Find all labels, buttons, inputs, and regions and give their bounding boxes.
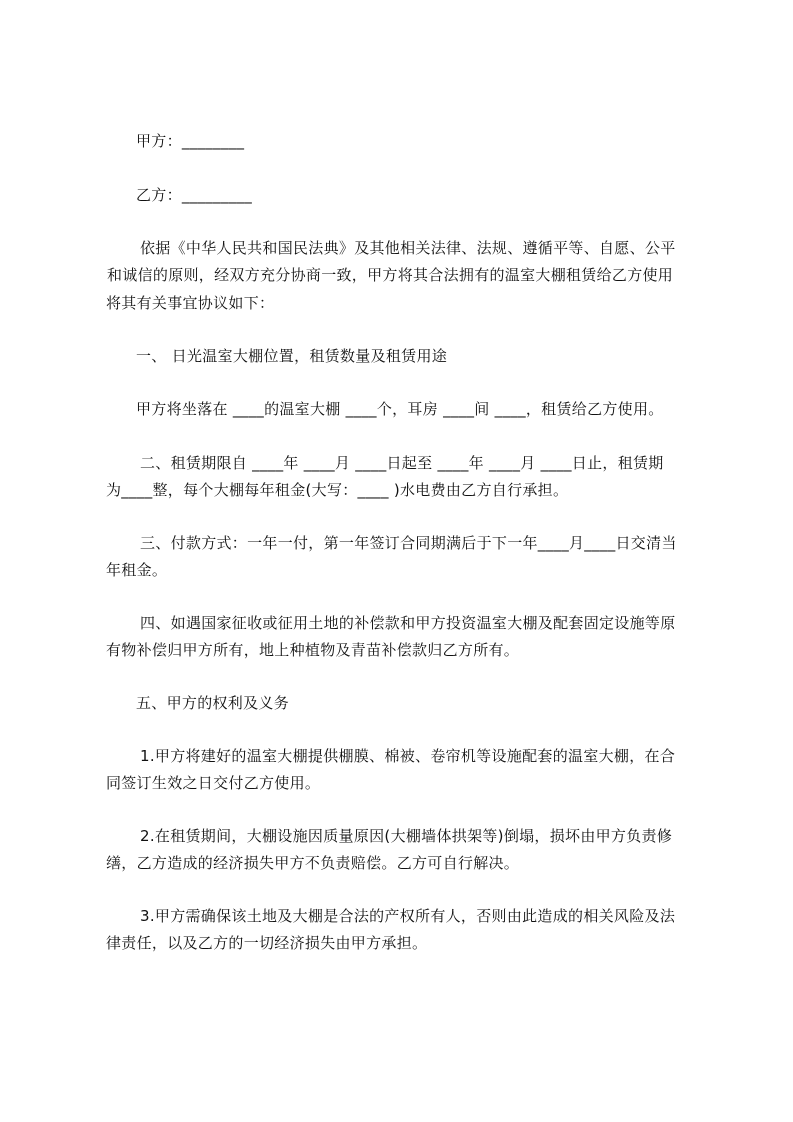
- list-item-line: 缮，乙方造成的经济损失甲方不负责赔偿。乙方可自行解决。: [106, 854, 520, 872]
- section-body-line: 有物补偿归甲方所有，地上种植物及青苗补偿款归乙方所有。: [106, 641, 520, 659]
- party-b-line: 乙方：_________: [136, 186, 253, 204]
- list-item-line: 律责任，以及乙方的一切经济损失由甲方承担。: [106, 934, 428, 952]
- list-item-line: 同签订生效之日交付乙方使用。: [106, 774, 321, 792]
- intro-line: 依据《中华人民共和国民法典》及其他相关法律、法规、遵循平等、自愿、公平: [140, 239, 676, 257]
- list-item-line: 2.在租赁期间，大棚设施因质量原因(大棚墙体拱架等)倒塌，损坏由甲方负责修: [140, 827, 673, 845]
- section-body-line: 四、如遇国家征收或征用土地的补偿款和甲方投资温室大棚及配套固定设施等原: [140, 614, 676, 632]
- intro-line: 将其有关事宜协议如下：: [106, 294, 275, 312]
- section-body-line: 甲方将坐落在 ____的温室大棚 ____个，耳房 ____间 ____，租赁给乙方使用。: [136, 400, 664, 418]
- list-item-line: 3.甲方需确保该土地及大棚是合法的产权所有人，否则由此造成的相关风险及法: [140, 907, 676, 925]
- section-body-line: 为____整，每个大棚每年租金(大写：____ )水电费由乙方自行承担。: [106, 481, 569, 499]
- section-heading: 五、甲方的权利及义务: [136, 694, 290, 712]
- section-body-line: 二、租赁期限自 ____年 ____月 ____日起至 ____年 ____月 ____日止，租赁期: [140, 454, 664, 472]
- section-body-line: 三、付款方式：一年一付，第一年签订合同期满后于下一年____月____日交清当: [140, 534, 677, 552]
- intro-line: 和诚信的原则，经双方充分协商一致，甲方将其合法拥有的温室大棚租赁给乙方使用: [107, 266, 674, 284]
- section-body-line: 年租金。: [106, 561, 168, 579]
- section-heading: 一、 日光温室大棚位置，租赁数量及租赁用途: [136, 347, 448, 365]
- party-a-line: 甲方：________: [136, 132, 245, 150]
- list-item-line: 1.甲方将建好的温室大棚提供棚膜、棉被、卷帘机等设施配套的温室大棚，在合: [140, 747, 676, 765]
